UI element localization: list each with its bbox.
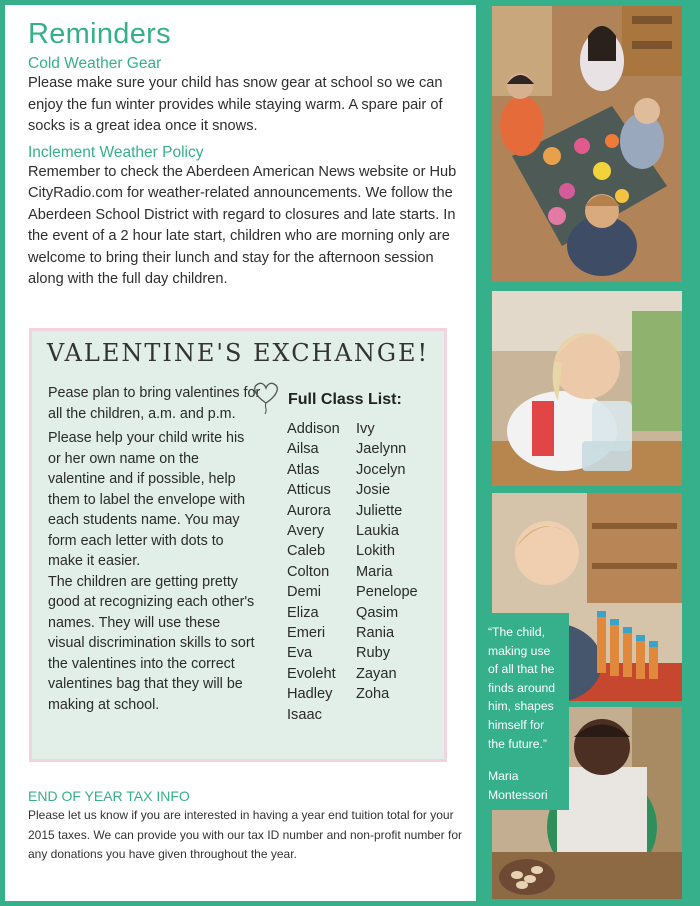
class-list-name: Emeri	[287, 625, 326, 642]
class-list-name: Rania	[356, 625, 395, 642]
class-list-name: Jaelynn	[356, 441, 407, 458]
class-list-name: Demi	[287, 584, 322, 601]
cold-weather-text: Please make sure your child has snow gear at school so we can enjoy the fun winter provides while staying warm. A spare pair of socks is a great idea once it snows.	[28, 75, 443, 134]
quote-text: “The child, making use of all that he finds around him, shapes himself for the future.”	[488, 625, 556, 751]
reminders-title: Reminders	[28, 18, 171, 50]
class-list-name: Caleb	[287, 543, 326, 560]
photo-children-rug-activity	[492, 6, 682, 282]
class-list-name: Zoha	[356, 686, 390, 703]
class-list-name: Ivy	[356, 421, 375, 437]
class-list-name: Hadley	[287, 686, 333, 703]
tax-info-text: Please let us know if you are interested in having a year end tuition total for your 2015 taxes. We can provide you with our tax ID number and non-profit number for any donations you have given throughout the year.	[28, 808, 463, 861]
class-list-name: Atticus	[287, 482, 331, 499]
class-list-name: Avery	[287, 523, 325, 540]
cold-weather-heading: Cold Weather Gear	[28, 55, 162, 72]
class-list-name: Colton	[287, 563, 330, 580]
class-list-name: Laukia	[356, 523, 400, 540]
inclement-weather-heading: Inclement Weather Policy	[28, 143, 204, 161]
class-list-name: Ailsa	[287, 441, 319, 458]
valentine-paragraph-3: The children are getting pretty good at recognizing each other's names. They will use these visual discrimination skills to sort the valentines into the correct valentines bag that they will be making at school.	[48, 573, 255, 713]
heart-balloon-icon	[250, 381, 282, 415]
valentine-paragraph-2: Please help your child write his or her own name on the valentine and if possible, help them to label the envelope with each students name. You may form each letter with dots to make it easier.	[48, 430, 246, 569]
class-list-name: Ruby	[356, 645, 391, 662]
class-list-column-1	[287, 419, 367, 725]
valentine-paragraph-1: Pease plan to bring valentines for all the children, a.m. and p.m.	[48, 385, 261, 422]
frame-border-left	[0, 0, 5, 906]
montessori-quote-box	[480, 613, 569, 810]
valentine-title: VALENTINE'S EXCHANGE!	[46, 339, 430, 367]
class-list-name: Josie	[356, 482, 391, 499]
class-list-name: Zayan	[356, 665, 397, 682]
class-list-name: Maria	[356, 563, 393, 580]
inclement-weather-text: Remember to check the Aberdeen American News website or Hub CityRadio.com for weather-related announcements. We follow the Aberdeen School District with regard to closures and late starts. In the event of a 2 hour late start, children who are morning only are welcome to bring their lunch and stay for the afternoon session along with the full day children.	[28, 163, 457, 287]
class-list-name: Lokith	[356, 543, 395, 560]
class-list-title: Full Class List:	[288, 391, 402, 408]
photo-girl-pouring-water	[492, 291, 682, 486]
class-list-name: Qasim	[356, 604, 399, 621]
quote-author: Maria Montessori	[488, 769, 548, 802]
class-list-name: Penelope	[356, 584, 418, 601]
class-list-name: Eva	[287, 645, 313, 662]
class-list-name: Addison	[287, 421, 340, 437]
class-list-name: Aurora	[287, 502, 331, 519]
class-list-name: Juliette	[356, 502, 403, 519]
tax-info-heading: END OF YEAR TAX INFO	[28, 788, 190, 804]
class-list-name: Jocelyn	[356, 461, 406, 478]
class-list-name: Evoleht	[287, 665, 336, 682]
tax-info-section	[28, 788, 468, 865]
reminders-section	[28, 18, 458, 291]
class-list-name: Isaac	[287, 706, 322, 723]
class-list-name: Atlas	[287, 461, 320, 478]
valentine-instructions	[48, 383, 270, 715]
valentine-exchange-box	[29, 328, 447, 762]
class-list-name: Eliza	[287, 604, 319, 621]
class-list-column-2	[356, 419, 436, 705]
